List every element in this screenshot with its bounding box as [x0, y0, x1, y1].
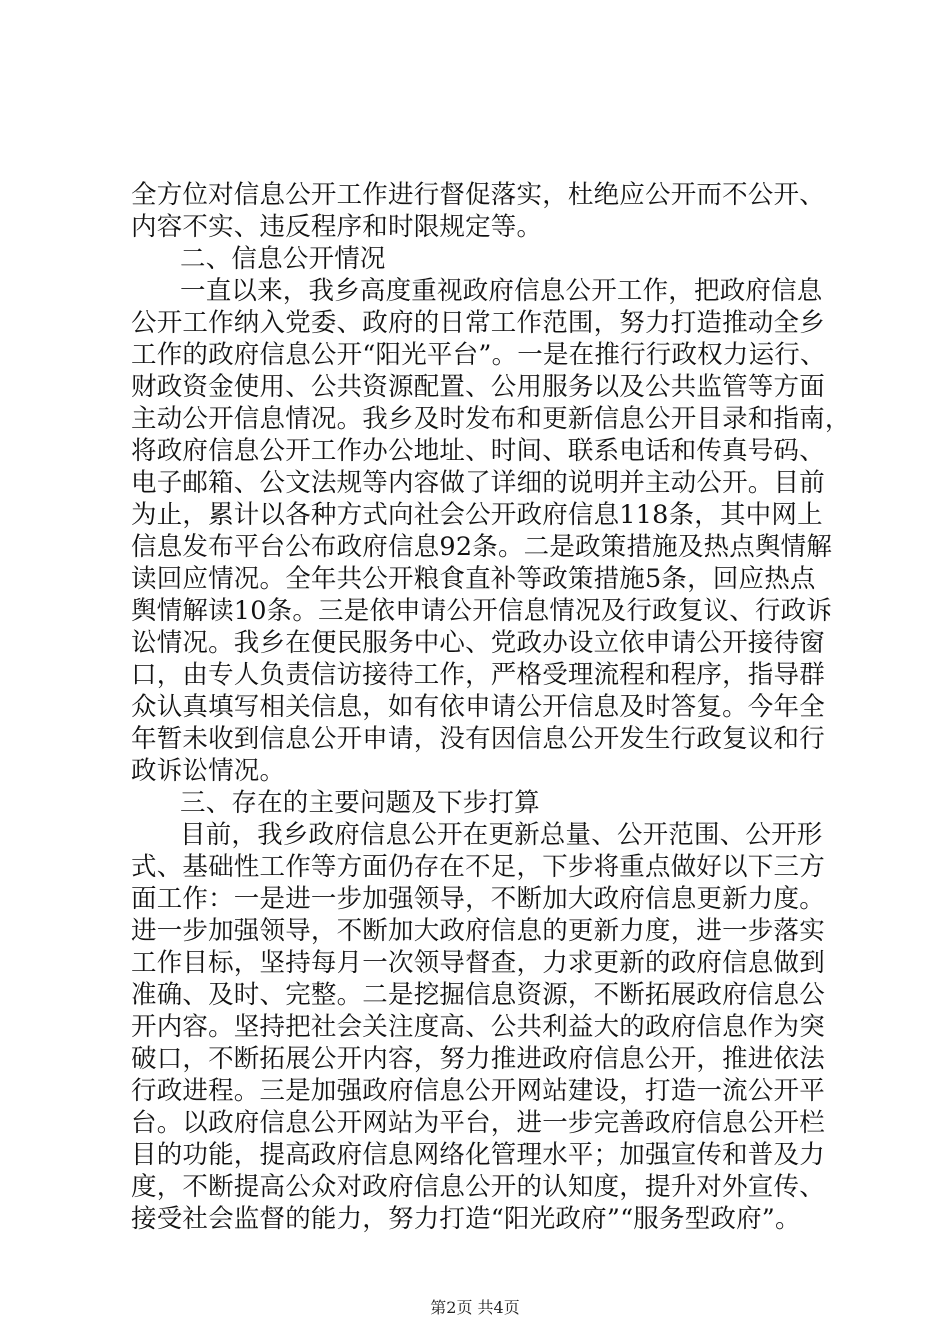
- text-line: 读回应情况。全年共公开粮食直补等政策措施5条，回应热点: [131, 564, 816, 594]
- text-line: 电子邮箱、公文法规等内容做了详细的说明并主动公开。目前: [131, 468, 825, 498]
- text-line: 台。以政府信息公开网站为平台，进一步完善政府信息公开栏: [131, 1108, 825, 1138]
- text-line: 准确、及时、完整。二是挖掘信息资源，不断拓展政府信息公: [131, 980, 825, 1010]
- text-line: 一直以来，我乡高度重视政府信息公开工作，把政府信息: [180, 276, 823, 306]
- text-line: 目前，我乡政府信息公开在更新总量、公开范围、公开形: [180, 820, 823, 850]
- text-line: 财政资金使用、公共资源配置、公用服务以及公共监管等方面: [131, 372, 825, 402]
- text-line: 度，不断提高公众对政府信息公开的认知度，提升对外宣传、: [131, 1172, 825, 1202]
- text-line: 舆情解读10条。三是依申请公开信息情况及行政复议、行政诉: [131, 596, 833, 626]
- text-line: 式、基础性工作等方面仍存在不足，下步将重点做好以下三方: [131, 852, 825, 882]
- text-line: 接受社会监督的能力，努力打造“阳光政府”“服务型政府”。: [131, 1204, 801, 1234]
- text-line: 主动公开信息情况。我乡及时发布和更新信息公开目录和指南，: [131, 404, 851, 434]
- text-line: 开内容。坚持把社会关注度高、公共利益大的政府信息作为突: [131, 1012, 825, 1042]
- text-line: 将政府信息公开工作办公地址、时间、联系电话和传真号码、: [131, 436, 825, 466]
- text-line: 讼情况。我乡在便民服务中心、党政办设立依申请公开接待窗: [131, 628, 825, 658]
- text-line: 为止，累计以各种方式向社会公开政府信息118条，其中网上: [131, 500, 823, 530]
- text-line: 年暂未收到信息公开申请，没有因信息公开发生行政复议和行: [131, 724, 825, 754]
- section-heading: 二、信息公开情况: [180, 244, 386, 274]
- text-line: 目的功能，提高政府信息网络化管理水平；加强宣传和普及力: [131, 1140, 825, 1170]
- text-line: 全方位对信息公开工作进行督促落实，杜绝应公开而不公开、: [131, 180, 825, 210]
- text-line: 信息发布平台公布政府信息92条。二是政策措施及热点舆情解: [131, 532, 833, 562]
- text-line: 政诉讼情况。: [131, 756, 286, 786]
- text-line: 众认真填写相关信息，如有依申请公开信息及时答复。今年全: [131, 692, 825, 722]
- text-line: 工作目标，坚持每月一次领导督查，力求更新的政府信息做到: [131, 948, 825, 978]
- text-line: 进一步加强领导，不断加大政府信息的更新力度，进一步落实: [131, 916, 825, 946]
- section-heading: 三、存在的主要问题及下步打算: [180, 788, 540, 818]
- text-line: 破口，不断拓展公开内容，努力推进政府信息公开，推进依法: [131, 1044, 825, 1074]
- text-line: 内容不实、违反程序和时限规定等。: [131, 212, 543, 242]
- text-line: 面工作：一是进一步加强领导，不断加大政府信息更新力度。: [131, 884, 825, 914]
- page-number: 第2页 共4页: [430, 1298, 520, 1317]
- text-line: 口，由专人负责信访接待工作，严格受理流程和程序，指导群: [131, 660, 825, 690]
- text-line: 工作的政府信息公开“阳光平台”。一是在推行行政权力运行、: [131, 340, 826, 370]
- text-line: 行政进程。三是加强政府信息公开网站建设，打造一流公开平: [131, 1076, 825, 1106]
- text-line: 公开工作纳入党委、政府的日常工作范围，努力打造推动全乡: [131, 308, 825, 338]
